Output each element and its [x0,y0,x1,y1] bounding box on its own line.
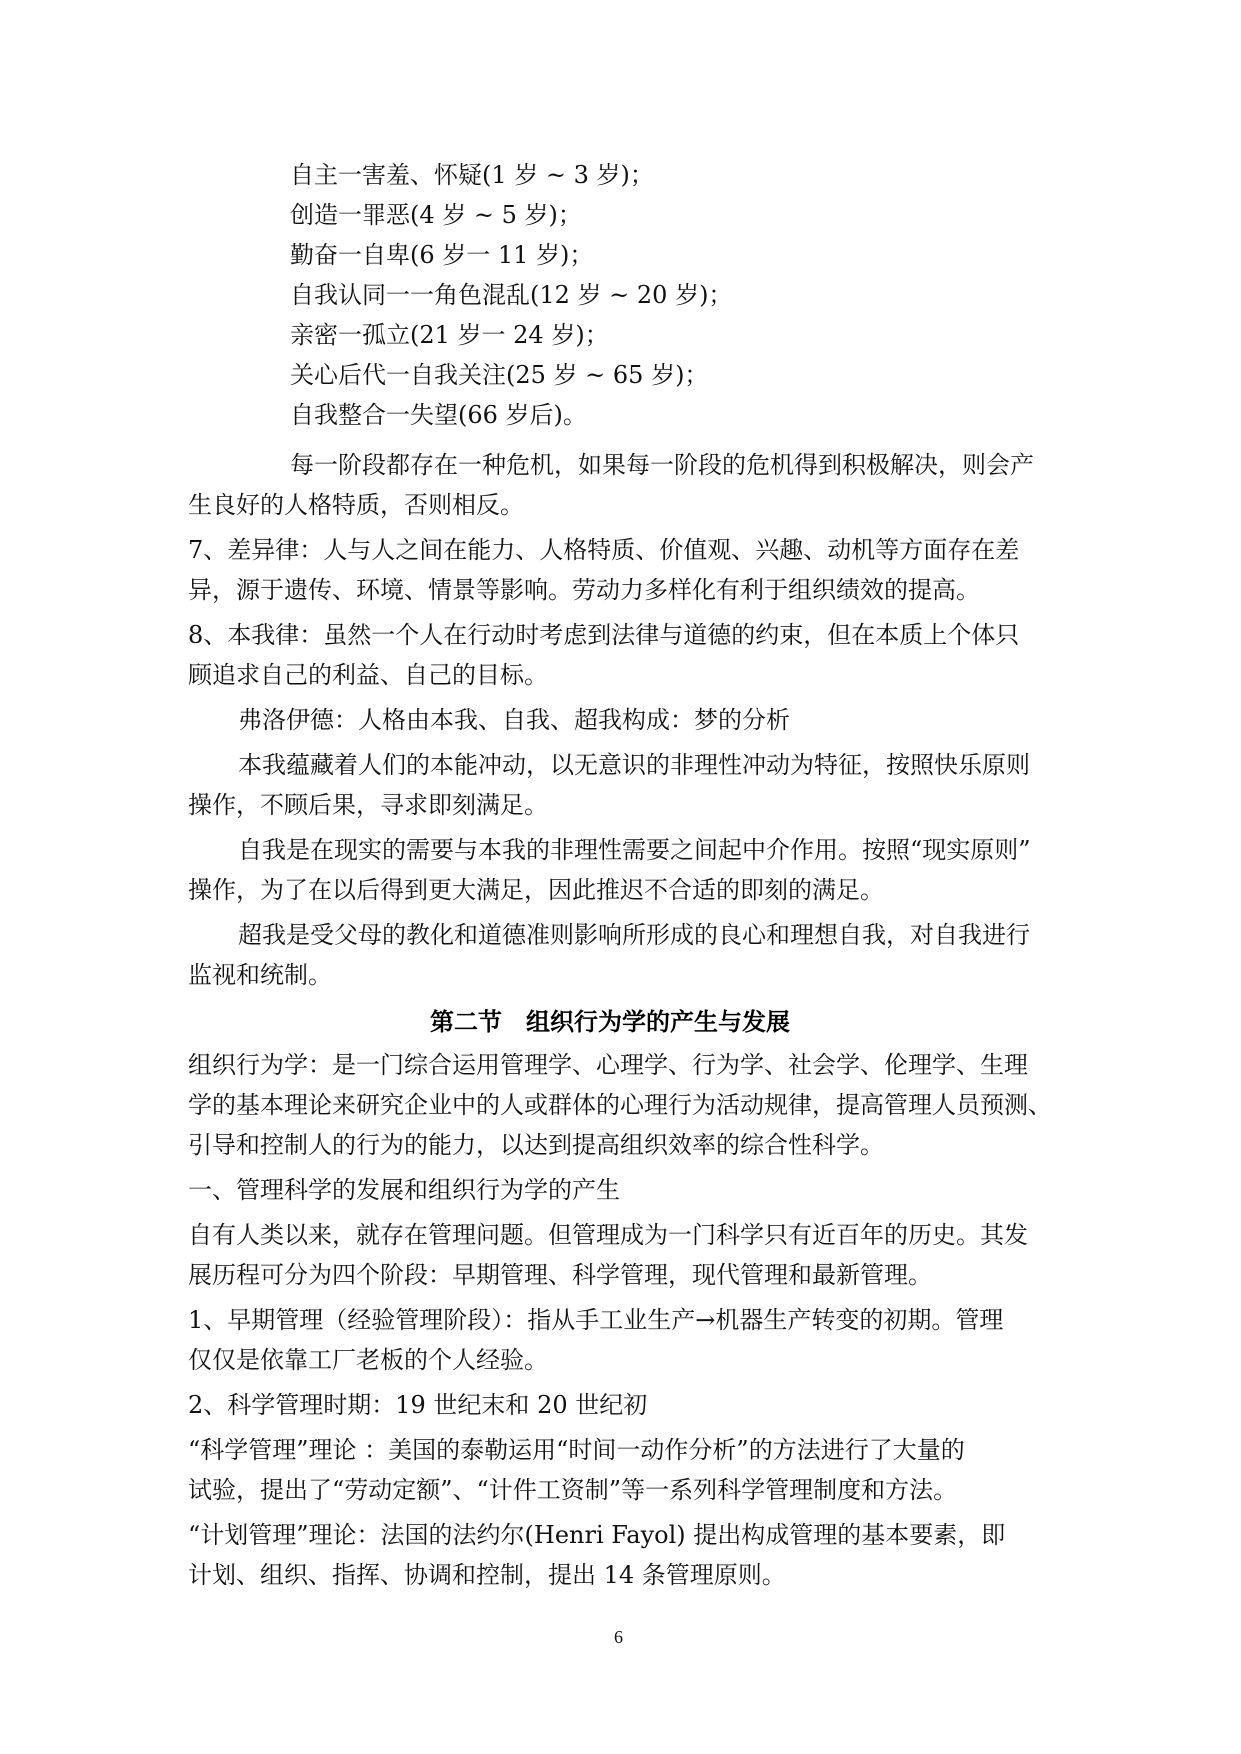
ego-paragraph-line: 自我是在现实的需要与本我的非理性需要之间起中介作用。按照“现实原则” [238,836,1031,864]
stage-line: 亲密一孤立(21 岁一 24 岁)； [290,321,609,349]
fayol-line: “计划管理”理论：法国的法约尔(Henri Fayol) 提出构成管理的基本要素，即 [188,1521,1006,1549]
section-title: 第二节 组织行为学的产生与发展 [430,1008,790,1036]
subsection-title: 一、管理科学的发展和组织行为学的产生 [188,1176,620,1204]
crisis-paragraph-line: 生良好的人格特质，否则相反。 [188,491,524,519]
superego-paragraph-line: 监视和统制。 [188,961,332,989]
superego-paragraph-line: 超我是受父母的教化和道德准则影响所形成的良心和理想自我，对自我进行 [238,921,1030,949]
taylor-line: “科学管理”理论 ：美国的泰勒运用“时间一动作分析”的方法进行了大量的 [188,1436,965,1464]
stage-line: 创造一罪恶(4 岁 ~ 5 岁)； [290,201,582,229]
law7-line: 异，源于遗传、环境、情景等影响。劳动力多样化有利于组织绩效的提高。 [188,576,980,604]
ob-definition-line: 引导和控制人的行为的能力，以达到提高组织效率的综合性科学。 [188,1131,884,1159]
stage-line: 关心后代一自我关注(25 岁 ~ 65 岁)； [290,361,709,389]
id-paragraph-line: 操作，不顾后果，寻求即刻满足。 [188,791,548,819]
law8-line: 顾追求自己的利益、自己的目标。 [188,661,548,689]
taylor-line: 试验，提出了“劳动定额”、“计件工资制”等一系列科学管理制度和方法。 [188,1476,958,1504]
crisis-paragraph-line: 每一阶段都存在一种危机，如果每一阶段的危机得到积极解决，则会产 [290,451,1034,479]
page-number: 6 [614,1627,623,1647]
stage-line: 自主一害羞、怀疑(1 岁 ~ 3 岁)； [290,161,654,189]
history-line: 展历程可分为四个阶段：早期管理、科学管理，现代管理和最新管理。 [188,1261,932,1289]
ego-paragraph-line: 操作，为了在以后得到更大满足，因此推迟不合适的即刻的满足。 [188,876,884,904]
fayol-line: 计划、组织、指挥、协调和控制，提出 14 条管理原则。 [188,1561,786,1589]
stage-line: 自我认同一一角色混乱(12 岁 ~ 20 岁)； [290,281,733,309]
early-management-line: 1、早期管理（经验管理阶段）：指从手工业生产→机器生产转变的初期。管理 [188,1306,1004,1334]
stage-line: 勤奋一自卑(6 岁一 11 岁)； [290,241,594,269]
history-line: 自有人类以来，就存在管理问题。但管理成为一门科学只有近百年的历史。其发 [188,1221,1028,1249]
scientific-period-line: 2、科学管理时期：19 世纪末和 20 世纪初 [188,1391,648,1419]
ob-definition-line: 组织行为学：是一门综合运用管理学、心理学、行为学、社会学、伦理学、生理 [188,1051,1028,1079]
early-management-line: 仅仅是依靠工厂老板的个人经验。 [188,1346,548,1374]
ob-definition-line: 学的基本理论来研究企业中的人或群体的心理行为活动规律，提高管理人员预测、 [188,1091,1052,1119]
freud-line: 弗洛伊德：人格由本我、自我、超我构成：梦的分析 [238,706,790,734]
id-paragraph-line: 本我蕴藏着人们的本能冲动，以无意识的非理性冲动为特征，按照快乐原则 [238,751,1030,779]
stage-line: 自我整合一失望(66 岁后)。 [290,401,587,429]
law7-line: 7、差异律：人与人之间在能力、人格特质、价值观、兴趣、动机等方面存在差 [188,536,1020,564]
law8-line: 8、本我律：虽然一个人在行动时考虑到法律与道德的约束，但在本质上个体只 [188,621,1020,649]
